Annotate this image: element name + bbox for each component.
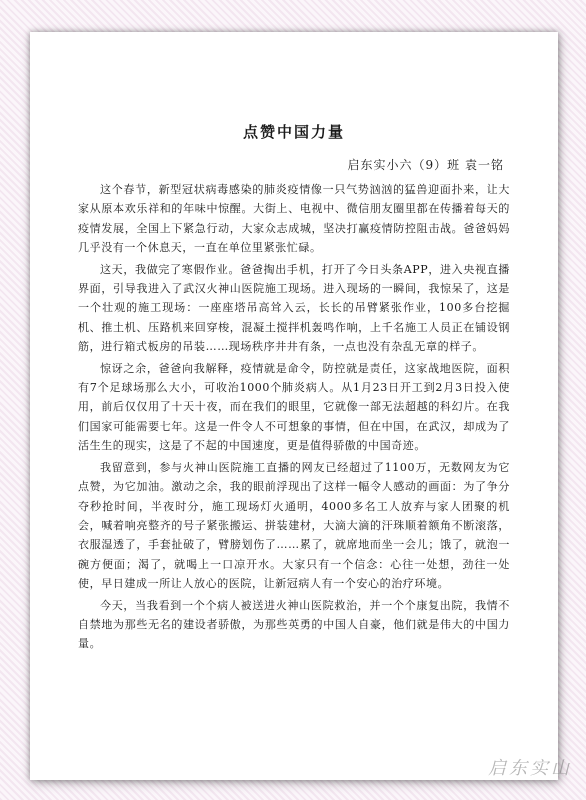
essay-author: 启东实小六（9）班 袁一铭 [347,158,504,172]
essay-paragraph-3: 惊讶之余，爸爸向我解释，疫情就是命令，防控就是责任，这家战地医院，面积有7个足球场那么大小，可收治1000个肺炎病人。从1月23日开工到2月3日投入使用，前后仅仅用了十天十夜，而在我们的眼里，它就像一部无法超越的科幻片。在我们国家可能需要七年。这是一件令人不可想象的事情，但在中国，在武汉，却成为了活生生的现实，这是了不起的中国速度，更是值得骄傲的中国奇迹。 [78,361,510,453]
essay-content [78,122,510,656]
essay-paragraph-4: 我留意到，参与火神山医院施工直播的网友已经超过了1100万，无数网友为它点赞，为它加油。激动之余，我的眼前浮现出了这样一幅令人感动的画面：为了争分夺秒抢时间，半夜时分，施工现场灯火通明，4000多名工人放弃与家人团聚的机会，喊着响亮整齐的号子紧张搬运、拼装建材，大滴大滴的汗珠顺着额角不断滚落，衣服湿透了，手套扯破了，臂膀划伤了……累了，就席地而坐一会儿；饿了，就泡一碗方便面；渴了，就喝上一口凉开水。大家只有一个信念：心往一处想，劲往一处使，早日建成一所让人放心的医院，让新冠病人有一个安心的治疗环境。 [78,460,510,591]
essay-paragraph-5: 今天，当我看到一个个病人被送进火神山医院救治，并一个个康复出院，我情不自禁地为那些无名的建设者骄傲，为那些英勇的中国人自豪，他们就是伟大的中国力量。 [78,598,510,651]
essay-paragraph-1: 这个春节，新型冠状病毒感染的肺炎疫情像一只气势汹汹的猛兽迎面扑来，让大家从原本欢乐祥和的年味中惊醒。大街上、电视中、微信朋友圈里都在传播着每天的疫情发展，全国上下紧急行动，大家众志成城，坚决打赢疫情防控阻击战。爸爸妈妈几乎没有一个休息天，一直在单位里紧张忙碌。 [78,183,510,255]
watermark: 启东实山 [488,758,572,779]
essay-paragraph-2: 这天，我做完了寒假作业。爸爸掏出手机，打开了今日头条APP，进入央视直播界面，引导我进入了武汉火神山医院施工现场。进入现场的一瞬间，我惊呆了，这是一个壮观的施工现场：一座座塔吊高耸入云，长长的吊臂紧张作业，100多台挖掘机、推土机、压路机来回穿梭，混凝土搅拌机轰鸣作响，上千名施工人员正在铺设钢筋，进行箱式板房的吊装……现场秩序井井有条，一点也没有杂乱无章的样子。 [78,262,510,354]
essay-title: 点赞中国力量 [242,123,345,141]
